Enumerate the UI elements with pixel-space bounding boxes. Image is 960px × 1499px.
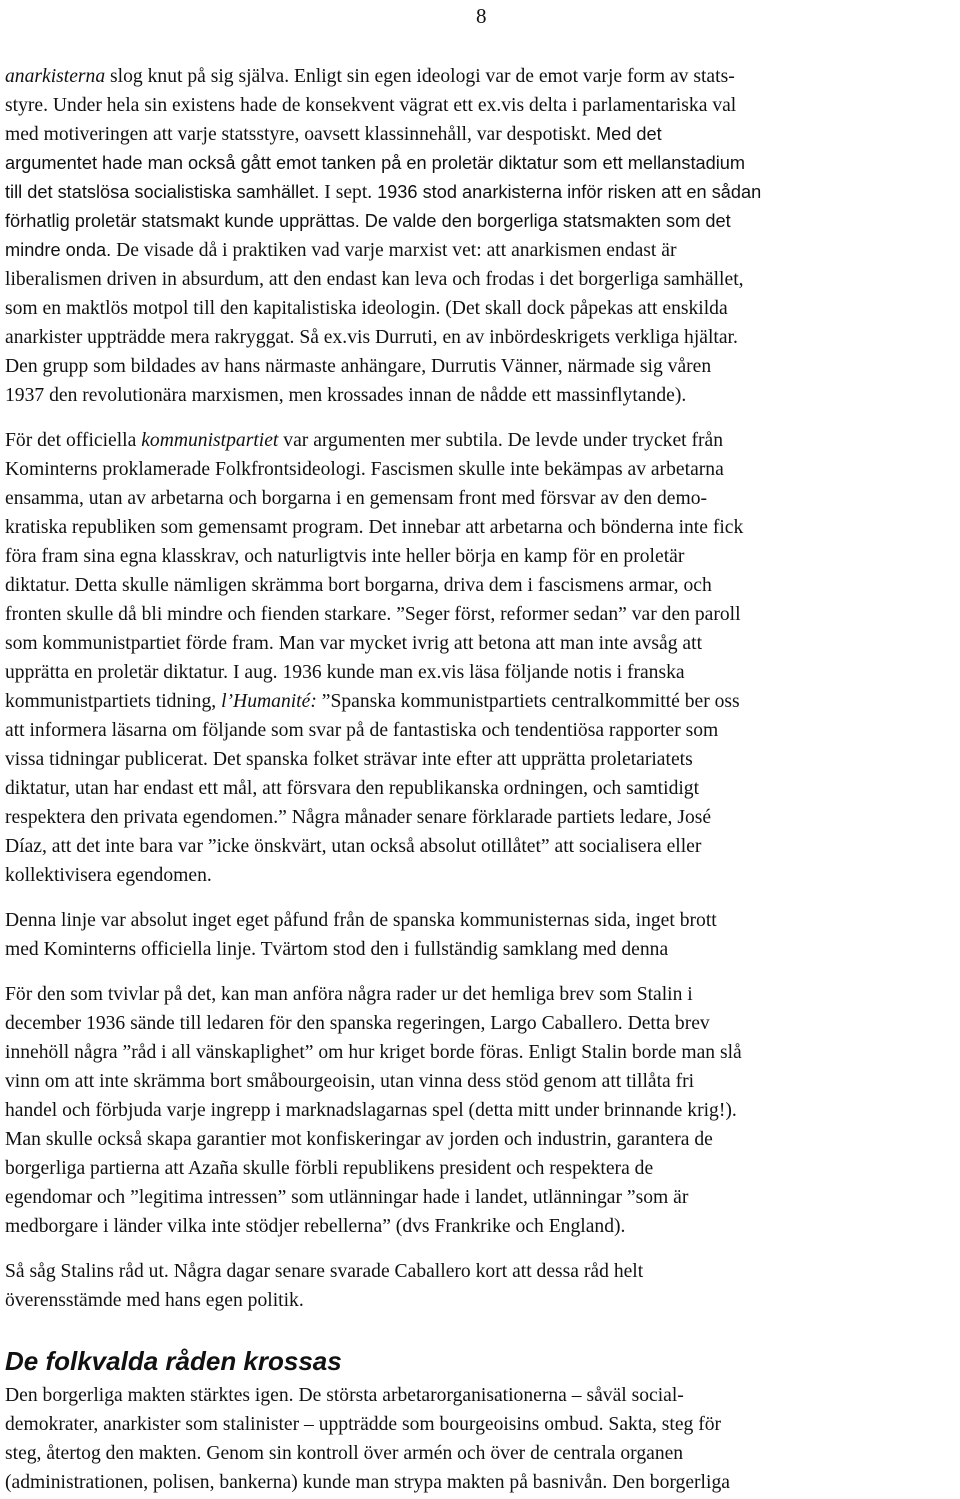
text-line — [5, 571, 955, 600]
text-line — [5, 426, 955, 455]
text-line — [5, 149, 955, 178]
text-line — [5, 265, 955, 294]
text-segment: Den grupp som bildades av hans närmaste anhängare, Durrutis Vänner, närmade sig våren — [5, 356, 712, 377]
text-segment: liberalismen driven in absurdum, att den endast kan leva och frodas i det borgerliga samhället, — [5, 269, 744, 290]
text-line — [5, 294, 955, 323]
text-segment: Med det — [595, 124, 662, 144]
text-line — [5, 120, 955, 149]
section-heading: De folkvalda råden krossas — [5, 1346, 342, 1376]
paragraph — [5, 1257, 955, 1315]
text-segment: De valde den borgerliga statsmakten som det — [364, 211, 731, 231]
text-line — [5, 687, 955, 716]
text-line — [5, 980, 955, 1009]
text-segment: slog knut på sig själva. Enligt sin egen ideologi var de emot varje form av stats- — [105, 66, 735, 87]
text-line — [5, 1286, 955, 1315]
text-segment: att informera läsarna om följande som svar på de fantastiska och tendentiösa rapporter som — [5, 720, 719, 741]
text-segment: anarkister uppträdde mera rakryggat. Så ex.vis Durruti, en av inbördeskrigets verkliga hjältar. — [5, 327, 738, 348]
text-line — [5, 513, 955, 542]
text-line — [5, 381, 955, 410]
text-line — [5, 803, 955, 832]
text-segment: kommunistpartiets tidning, — [5, 691, 222, 712]
text-segment: Så såg Stalins råd ut. Några dagar senare svarade Caballero kort att dessa råd helt — [5, 1261, 644, 1282]
text-line — [5, 1183, 955, 1212]
text-line — [5, 600, 955, 629]
spacer — [5, 1315, 955, 1341]
text-segment: fronten skulle då bli mindre och fienden starkare. ”Seger först, reformer sedan” var den paroll — [5, 604, 741, 625]
text-line — [5, 1125, 955, 1154]
text-line — [5, 352, 955, 381]
text-line — [5, 745, 955, 774]
text-segment: föra fram sina egna klasskrav, och naturligtvis inte heller börja en kamp för en proletär — [5, 546, 685, 567]
body-text — [5, 62, 955, 1497]
text-segment: till det statslösa socialistiska samhället. — [5, 182, 320, 202]
text-segment: Man skulle också skapa garantier mot konfiskeringar av jorden och industrin, garantera de — [5, 1129, 713, 1150]
text-segment: december 1936 sände till ledaren för den spanska regeringen, Largo Caballero. Detta brev — [5, 1013, 710, 1034]
text-segment: upprätta en proletär diktatur. I aug. 1936 kunde man ex.vis läsa följande notis i franska — [5, 662, 685, 683]
text-segment: För den som tvivlar på det, kan man anföra några rader ur det hemliga brev som Stalin i — [5, 984, 693, 1005]
text-line — [5, 207, 955, 236]
text-line — [5, 1381, 955, 1410]
text-segment: 1937 den revolutionära marxismen, men krossades innan de nådde ett massinflytande). — [5, 385, 687, 406]
text-line — [5, 1439, 955, 1468]
text-line — [5, 1009, 955, 1038]
text-segment: kratiska republiken som gemensamt program. Det innebar att arbetarna och bönderna inte fick — [5, 517, 744, 538]
text-segment: ensamma, utan av arbetarna och borgarna i en gemensam front med försvar av den demo- — [5, 488, 708, 509]
text-line — [5, 629, 955, 658]
text-segment: För det officiella — [5, 430, 142, 451]
italic-text: kommunistpartiet — [141, 430, 279, 451]
text-line — [5, 1154, 955, 1183]
text-segment: med Kominterns officiella linje. Tvärtom stod den i fullständig samklang med denna — [5, 939, 669, 960]
text-segment: innehöll några ”råd i all vänskaplighet” om hur kriget borde föras. Enligt Stalin borde man slå — [5, 1042, 742, 1063]
text-line — [5, 1468, 955, 1497]
text-segment: steg, återtog den makten. Genom sin kontroll över armén och över de centrala organen — [5, 1443, 684, 1464]
text-line — [5, 1096, 955, 1125]
text-segment: vinn om att inte skrämma bort småbourgeoisin, utan vinna dess stöd genom att tillåta fri — [5, 1071, 695, 1092]
text-segment: vissa tidningar publicerat. Det spanska folket strävar inte efter att upprätta proletariatets — [5, 749, 693, 770]
text-segment: styre. Under hela sin existens hade de konsekvent vägrat ett ex.vis delta i parlamentariska val — [5, 95, 737, 116]
page-number: 8 — [476, 4, 487, 28]
paragraph — [5, 980, 955, 1241]
text-segment: borgerliga partierna att Azaña skulle förbli republikens president och respektera de — [5, 1158, 654, 1179]
paragraph-gap — [5, 964, 955, 980]
text-segment: 1936 stod anarkisterna inför risken att en sådan — [377, 182, 762, 202]
text-line — [5, 1038, 955, 1067]
text-segment: mindre onda. — [5, 240, 112, 260]
text-line — [5, 906, 955, 935]
paragraph — [5, 1381, 955, 1497]
text-line — [5, 178, 955, 207]
text-segment: demokrater, anarkister som stalinister – uppträdde som bourgeoisins ombud. Sakta, steg för — [5, 1414, 722, 1435]
text-line — [5, 484, 955, 513]
paragraph-gap — [5, 410, 955, 426]
text-segment: överensstämde med hans egen politik. — [5, 1290, 304, 1311]
text-segment: som en maktlös motpol till den kapitalistiska ideologin. (Det skall dock påpekas att enskilda — [5, 298, 728, 319]
text-line — [5, 455, 955, 484]
italic-text: anarkisterna — [5, 66, 106, 87]
text-segment: Díaz, att det inte bara var ”icke önskvärt, utan också absolut otillåtet” att socialisera eller — [5, 836, 702, 857]
paragraph-gap — [5, 1241, 955, 1257]
text-segment: ”Spanska kommunistpartiets centralkommitté ber oss — [316, 691, 740, 712]
text-segment: handel och förbjuda varje ingrepp i marknadslagarnas spel (detta mitt under brinnande krig!). — [5, 1100, 737, 1121]
text-line — [5, 542, 955, 571]
text-segment: egendomar och ”legitima intressen” som utlänningar hade i landet, utlänningar ”som är — [5, 1187, 689, 1208]
text-segment: medborgare i länder vilka inte stödjer rebellerna” (dvs Frankrike och England). — [5, 1216, 626, 1237]
text-segment: förhatlig proletär statsmakt kunde upprättas. — [5, 211, 360, 231]
text-segment: De visade då i praktiken vad varje marxist vet: att anarkismen endast är — [111, 240, 677, 261]
text-line — [5, 716, 955, 745]
italic-text: l’Humanité: — [221, 691, 317, 712]
text-segment: (administrationen, polisen, bankerna) kunde man strypa makten på basnivån. Den borgerliga — [5, 1472, 730, 1493]
text-segment: Denna linje var absolut inget eget påfund från de spanska kommunisternas sida, inget brott — [5, 910, 717, 931]
text-segment: med motiveringen att varje statsstyre, oavsett klassinnehåll, var despotiskt. — [5, 124, 596, 145]
text-segment: kollektivisera egendomen. — [5, 865, 212, 886]
text-line — [5, 658, 955, 687]
text-line — [5, 1257, 955, 1286]
text-segment: I sept. — [319, 182, 378, 203]
text-segment: Den borgerliga makten stärktes igen. De största arbetarorganisationerna – såväl social- — [5, 1385, 684, 1406]
text-line — [5, 323, 955, 352]
text-line — [5, 91, 955, 120]
text-segment: argumentet hade man också gått emot tanken på en proletär diktatur som ett mellanstadium — [5, 153, 746, 173]
text-line — [5, 1067, 955, 1096]
text-line — [5, 935, 955, 964]
text-line — [5, 774, 955, 803]
text-segment: respektera den privata egendomen.” Några månader senare förklarade partiets ledare, José — [5, 807, 712, 828]
text-line — [5, 62, 955, 91]
text-segment: som kommunistpartiet förde fram. Man var mycket ivrig att betona att man inte avsåg att — [5, 633, 703, 654]
text-segment: var argumenten mer subtila. De levde under trycket från — [278, 430, 724, 451]
text-line — [5, 236, 955, 265]
text-line — [5, 861, 955, 890]
paragraph — [5, 426, 955, 890]
text-segment: diktatur. Detta skulle nämligen skrämma bort borgarna, driva dem i fascismens armar, och — [5, 575, 712, 596]
text-segment: diktatur, utan har endast ett mål, att försvara den republikanska ordningen, och samtidigt — [5, 778, 700, 799]
paragraph-gap — [5, 890, 955, 906]
paragraph — [5, 906, 955, 964]
text-line — [5, 1410, 955, 1439]
text-line — [5, 832, 955, 861]
paragraph — [5, 62, 955, 410]
text-segment: Kominterns proklamerade Folkfrontsideologi. Fascismen skulle inte bekämpas av arbetarna — [5, 459, 724, 480]
text-line — [5, 1212, 955, 1241]
